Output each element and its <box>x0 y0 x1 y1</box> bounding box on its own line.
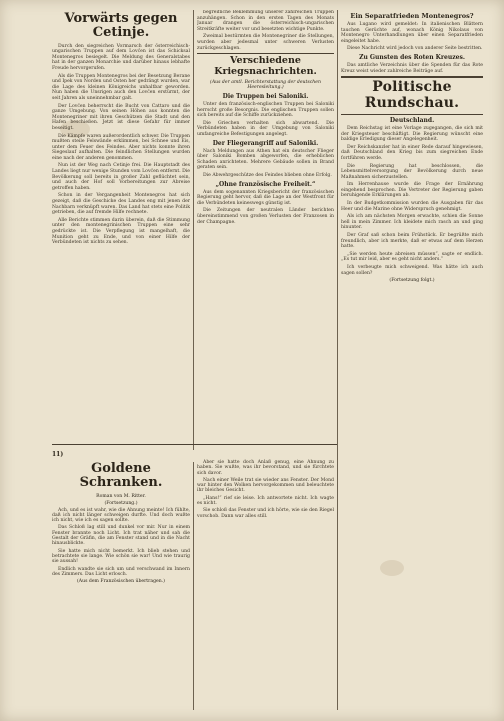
serial-paragraph: Ach, und es ist wahr, wie die Ahnung meinte! Ich fühlte, daß ich nicht länger schweigen durfte. Und doch wußte ich nicht, wie ich es sagen sollte. <box>52 507 190 524</box>
serial-paragraph: Sie hatte mich nicht bemerkt. Ich blieb stehen und betrachtete sie lange. Wie schön sie war! Und wie traurig sie aussah! <box>52 548 190 565</box>
article-paragraph: Die Regierung hat beschlossen, die Lebensmittelversorgung der Bevölkerung durch neue Maßnahmen sicherzustellen. <box>341 163 483 180</box>
article-paragraph: Die Kämpfe waren außerordentlich schwer. Die Truppen mußten steile Felswände erklimmen, bei Schnee und Eis, unter dem Feuer des Feindes. Aber nichts konnte ihren Siegeslauf aufhalten. Die feindlichen Stellungen wurden eine nach der anderen genommen. <box>52 133 190 161</box>
serial-section <box>52 440 337 710</box>
section-divider <box>341 76 483 78</box>
serial-column-2 <box>197 460 334 586</box>
article-paragraph: Ich verbeugte mich schweigend. Was hätte ich auch sagen sollen? <box>341 265 483 276</box>
article-paragraph: In der Budgetkommission wurden die Ausgaben für das Heer und die Marine ohne Widerspruch genehmigt. <box>341 201 483 212</box>
article-paragraph: Der Reichskanzler hat in einer Rede darauf hingewiesen, daß Deutschland den Krieg bis zum siegreichen Ende fortführen werde. <box>341 144 483 161</box>
article-paragraph: Schon in der Vergangenheit Montenegros hat sich gezeigt, daß die Geschicke des Landes eng mit jenen der Nachbarn verknüpft waren. Das Land hat stets eine Politik getrieben, die auf fremde Hilfe rechnete. <box>52 193 190 216</box>
article-paragraph: Aus dem sogenannten Kriegsbericht der französischen Regierung geht hervor, daß die Lage an der Westfront für die Verbündeten keineswegs günstig ist. <box>197 189 334 206</box>
serial-paragraph: Aber sie hatte doch Anlaß genug, eine Ahnung zu haben. Sie wußte, was ihr bevorstand, und sie fürchtete sich davor. <box>197 460 334 476</box>
article-paragraph: Zweimal bestürmten die Montenegriner die Stellungen, wurden aber jedesmal unter schweren Verlusten zurückgeschlagen. <box>197 34 334 51</box>
section-title: Politische Rundschau. <box>364 79 460 111</box>
article-paragraph: Nun ist der Weg nach Cetinje frei. Die Hauptstadt des Landes liegt nur wenige Stunden vom Lovćen entfernt. Die Bevölkerung soll bereits in großer Zahl geflüchtet sein, und auch der Hof soll Vorbereitungen zur Abreise getroffen haben. <box>52 163 190 191</box>
serial-divider <box>52 444 337 445</box>
article-paragraph: Die Abwehrgeschütze des Feindes blieben ohne Erfolg. <box>203 172 332 178</box>
continuation-note: (Fortsetzung folgt.) <box>389 278 435 284</box>
article-paragraph: begreifliche Beklemmung unserer zahlreichen Truppen anzuhängen. Schon in den ersten Tagen des Monats Januar drangen die österreichisch-ungarischen Streitkräfte weiter vor und besetzten wichtige Punkte. <box>197 10 334 32</box>
article-column-3 <box>341 10 483 710</box>
article-paragraph: „Sie werden heute abreisen müssen“, sagte er endlich. „Es tut mir leid, aber es geht nicht anders.“ <box>341 251 483 263</box>
notice-text: Das amtliche Verzeichnis über die Spenden für das Rote Kreuz weist wieder zahlreiche Beiträge auf. <box>341 62 483 74</box>
article-paragraph: Als ich am nächsten Morgen erwachte, schien die Sonne hell in mein Zimmer. Ich kleidete mich rasch an und ging hinunter. <box>341 214 483 231</box>
serial-byline: Roman von M. Ritter. <box>96 493 146 499</box>
section-divider <box>341 114 483 115</box>
subsection-heading: Deutschland. <box>389 116 435 124</box>
serial-footer-note: (Aus dem Französischen übertragen.) <box>77 579 165 585</box>
article-column-2 <box>197 10 334 450</box>
serial-title: Goldene Schranken. <box>79 461 163 491</box>
article-column-1 <box>52 10 190 440</box>
article-paragraph: Dem Reichstag ist eine Vorlage zugegangen, die sich mit der Kriegsteuer beschäftigt. Die Regierung wünscht eine baldige Erledigung dieser Angelegenheit. <box>341 125 483 143</box>
article-paragraph: Aus Lugano wird gemeldet: In italienischen Blättern tauchen Gerüchte auf, wonach König Nikolaus von Montenegro Unterhandlungen über einen Separatfrieden eingeleitet habe. <box>341 22 483 44</box>
serial-paragraph: Nach einer Weile trat sie wieder ans Fenster. Der Mond war hinter den Wolken hervorgekommen und beleuchtete ihr bleiches Gesicht. <box>197 477 334 494</box>
column-rule <box>337 10 338 710</box>
article-paragraph: Als die Truppen Montenegros bei der Besetzung Berane und Ipek von Norden und Osten her gedrängt wurden, war die Lage des kleinen Königreichs unhaltbar geworden. Nun haben die Unsrigen auch den Lovćen erstürmt, der seit Jahren als uneinnehmbar galt. <box>52 73 190 101</box>
article-title: Vorwärts gegen Cetinje. <box>64 11 178 41</box>
section-subtitle: (Aus der amtl. Berichterstattung der deutschen Heeresleitung.) <box>210 80 321 91</box>
subsection-heading: Der Fliegerangriff auf Saloniki. <box>212 139 319 147</box>
article-paragraph: Der Lovćen beherrscht die Bucht von Cattaro und die ganze Umgebung. Von seinen Höhen aus konnten die Montenegriner mit ihren Geschützen die Stadt und den Hafen beschießen. Jetzt ist diese Gefahr für immer beseitigt. <box>52 103 190 131</box>
article-paragraph: Diese Nachricht wird jedoch von anderer Seite bestritten. <box>347 46 483 52</box>
column-rule <box>193 10 194 450</box>
serial-paragraph: Endlich wandte sie sich um und verschwand im Innern des Zimmers. Das Licht erlosch. <box>52 566 190 577</box>
article-paragraph: Alle Berichte stimmen darin überein, daß die Stimmung unter den montenegrinischen Truppen eine sehr gedrückte ist. Die Verpflegung ist mangelhaft, die Munition geht zu Ende, und von einer Hilfe der Verbündeten ist nichts zu sehen. <box>52 217 190 246</box>
article-paragraph: Unter den französisch-englischen Truppen bei Saloniki herrscht große Besorgnis. Die englischen Truppen sollen sich bereits auf die Schiffe zurückziehen. <box>197 102 334 119</box>
article-paragraph: Nach Meldungen aus Athen hat ein deutscher Flieger über Saloniki Bomben abgeworfen, die erheblichen Schaden anrichteten. Mehrere Gebäude sollen in Brand geraten sein. <box>197 148 334 171</box>
serial-continuation: (Fortsetzung.) <box>104 500 138 506</box>
article-paragraph: Die Zeitungen der neutralen Länder berichten übereinstimmend von großen Verlusten der Franzosen in der Champagne. <box>197 208 334 225</box>
section-title: Verschiedene Kriegsnachrichten. <box>214 55 317 77</box>
subsection-heading: Die Truppen bei Saloniki. <box>222 93 309 101</box>
subsection-heading: „Ohne französische Freiheit.“ <box>215 180 316 188</box>
section-divider <box>197 53 334 54</box>
notice-title: Zu Gunsten des Roten Kreuzes. <box>359 53 465 61</box>
serial-column-1 <box>52 460 190 586</box>
serial-paragraph: Das Schloß lag still und dunkel vor mir. Nur in einem Fenster brannte noch Licht. Ich trat näher und sah die Gestalt der Gräfin, die am Fenster stand und in die Nacht hinausblickte. <box>52 525 190 547</box>
serial-columns <box>52 460 337 586</box>
article-title: Ein Separatfrieden Montenegros? <box>350 12 474 20</box>
article-paragraph: Im Herrenhause wurde die Frage der Ernährung eingehend besprochen. Die Vertreter der Regierung gaben beruhigende Erklärungen ab. <box>341 182 483 199</box>
serial-header <box>52 451 337 458</box>
serial-paragraph: Sie schloß das Fenster und ich hörte, wie sie den Riegel vorschob. Dann war alles still. <box>197 508 334 519</box>
article-paragraph: Durch den siegreichen Vormarsch der österreichisch-ungarischen Truppen auf dem Lovćen ist das Schicksal Montenegros besiegelt. Die Meldung des Generalstabes hat in der ganzen Monarchie und darüber hinaus lebhafte Freude hervorgerufen. <box>52 43 190 71</box>
serial-number: 11) <box>52 451 64 458</box>
serial-paragraph: „Hans!“ rief sie leise. Ich antwortete nicht. Ich wagte es nicht. <box>197 495 334 507</box>
article-paragraph: Die Griechen verhalten sich abwartend. Die Verbündeten haben in der Umgebung von Saloniki umfangreiche Befestigungen angelegt. <box>197 120 334 137</box>
article-paragraph: Der Graf saß schon beim Frühstück. Er begrüßte mich freundlich, aber ich merkte, daß er etwas auf dem Herzen hatte. <box>341 233 483 250</box>
